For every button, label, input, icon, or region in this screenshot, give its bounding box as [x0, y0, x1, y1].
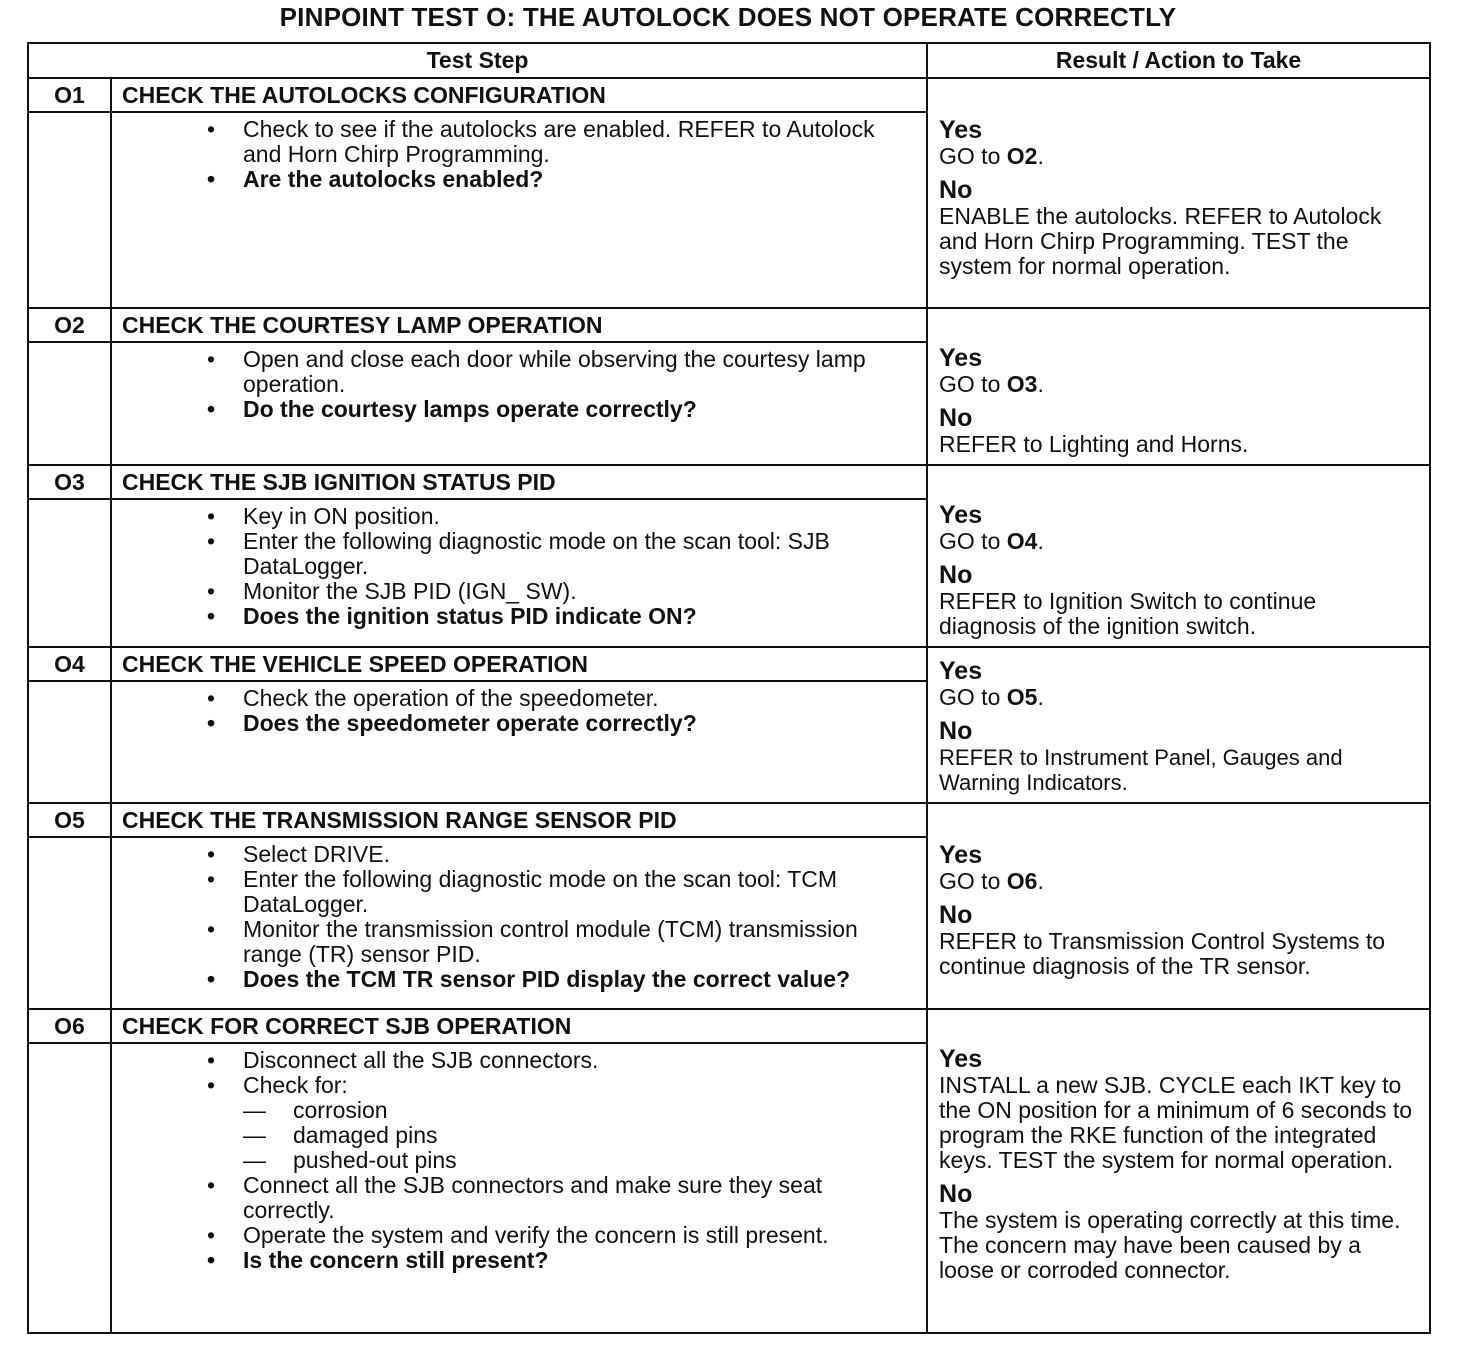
step-o3-heading-row — [28, 465, 1430, 499]
step-number: O2 — [28, 308, 111, 342]
step-number: O1 — [28, 78, 111, 112]
step-number: O5 — [28, 803, 111, 837]
step-o1-result — [927, 78, 1430, 308]
yes-action: GO to O5. — [939, 684, 1044, 710]
no-action: REFER to Ignition Switch to continue diagnosis of the ignition switch. — [939, 588, 1317, 639]
list-item: • Enter the following diagnostic mode on the scan tool: SJB DataLogger. — [112, 529, 918, 579]
question-item: • Are the autolocks enabled? — [112, 167, 918, 192]
question-item: • Is the concern still present? — [112, 1248, 918, 1273]
list-item: • Connect all the SJB connectors and make sure they seat correctly. — [112, 1173, 918, 1223]
list-item: • Check for: — corrosion — damaged pins — pushed-out pins — [112, 1073, 918, 1173]
yes-action: GO to O4. — [939, 528, 1044, 554]
list-item: • Monitor the transmission control module (TCM) transmission range (TR) sensor PID. — [112, 917, 918, 967]
yes-label: Yes — [939, 1045, 983, 1073]
goto-step-link[interactable]: O3 — [1006, 371, 1038, 397]
check-for-list — [243, 1098, 918, 1173]
no-label: No — [939, 717, 973, 745]
step-heading: CHECK THE COURTESY LAMP OPERATION — [111, 308, 927, 342]
step-o6-heading-row — [28, 1009, 1430, 1043]
list-item: • Select DRIVE. — [112, 842, 918, 867]
step-instructions — [111, 837, 927, 1009]
no-label: No — [939, 404, 973, 432]
yes-label: Yes — [939, 841, 983, 869]
goto-step-link[interactable]: O2 — [1006, 143, 1038, 169]
list-item: • Operate the system and verify the concern is still present. — [112, 1223, 918, 1248]
sub-list-item: — pushed-out pins — [243, 1148, 918, 1173]
step-o5-result — [927, 803, 1430, 1009]
no-action: REFER to Instrument Panel, Gauges and Warning Indicators. — [939, 745, 1343, 795]
step-heading: CHECK THE SJB IGNITION STATUS PID — [111, 465, 927, 499]
step-o4-heading-row — [28, 647, 1430, 681]
list-item: • Enter the following diagnostic mode on the scan tool: TCM DataLogger. — [112, 867, 918, 917]
goto-step-link[interactable]: O5 — [1006, 684, 1038, 710]
step-o4-result — [927, 647, 1430, 803]
no-label: No — [939, 901, 973, 929]
sub-list-item: — damaged pins — [243, 1123, 918, 1148]
question-item: • Does the speedometer operate correctly? — [112, 711, 918, 736]
step-o2-result — [927, 308, 1430, 465]
step-instructions — [111, 112, 927, 308]
goto-step-link[interactable]: O4 — [1006, 528, 1038, 554]
list-item: • Disconnect all the SJB connectors. — [112, 1048, 918, 1073]
list-item: • Monitor the SJB PID (IGN_ SW). — [112, 579, 918, 604]
no-action: The system is operating correctly at this time. The concern may have been caused by a loose or corroded connector. — [939, 1207, 1401, 1283]
step-number: O3 — [28, 465, 111, 499]
header-result: Result / Action to Take — [927, 43, 1430, 78]
step-number: O4 — [28, 647, 111, 681]
question-item: • Does the TCM TR sensor PID display the correct value? — [112, 967, 918, 992]
sub-list-item: — corrosion — [243, 1098, 918, 1123]
step-number: O6 — [28, 1009, 111, 1043]
yes-action: INSTALL a new SJB. CYCLE each IKT key to the ON position for a minimum of 6 seconds to program the RKE function of the integrated keys. TEST the system for normal operation. — [939, 1072, 1413, 1173]
step-o3-result — [927, 465, 1430, 647]
yes-action: GO to O6. — [939, 868, 1044, 894]
step-o2-heading-row — [28, 308, 1430, 342]
list-item: • Check the operation of the speedometer. — [112, 686, 918, 711]
step-instructions — [111, 499, 927, 647]
no-label: No — [939, 1180, 973, 1208]
pinpoint-test-table — [27, 42, 1431, 1334]
list-item: • Open and close each door while observing the courtesy lamp operation. — [112, 347, 918, 397]
step-heading: CHECK THE TRANSMISSION RANGE SENSOR PID — [111, 803, 927, 837]
table-header-row — [28, 43, 1430, 78]
step-instructions — [111, 1043, 927, 1333]
no-action: REFER to Transmission Control Systems to continue diagnosis of the TR sensor. — [939, 928, 1386, 979]
question-item: • Does the ignition status PID indicate ON? — [112, 604, 918, 629]
yes-label: Yes — [939, 344, 983, 372]
no-label: No — [939, 561, 973, 589]
list-item: • Check to see if the autolocks are enabled. REFER to Autolock and Horn Chirp Programming. — [112, 117, 918, 167]
yes-action: GO to O3. — [939, 371, 1044, 397]
step-heading: CHECK THE VEHICLE SPEED OPERATION — [111, 647, 927, 681]
goto-step-link[interactable]: O6 — [1006, 868, 1038, 894]
yes-action: GO to O2. — [939, 143, 1044, 169]
step-instructions — [111, 342, 927, 465]
list-item: • Key in ON position. — [112, 504, 918, 529]
step-o5-heading-row — [28, 803, 1430, 837]
step-instructions — [111, 681, 927, 803]
step-o6-result — [927, 1009, 1430, 1333]
no-label: No — [939, 176, 973, 204]
step-heading: CHECK THE AUTOLOCKS CONFIGURATION — [111, 78, 927, 112]
no-action: ENABLE the autolocks. REFER to Autolock and Horn Chirp Programming. TEST the system for normal operation. — [939, 203, 1382, 279]
page-title: PINPOINT TEST O: THE AUTOLOCK DOES NOT OPERATE CORRECTLY — [279, 2, 1177, 32]
yes-label: Yes — [939, 657, 983, 685]
yes-label: Yes — [939, 116, 983, 144]
yes-label: Yes — [939, 501, 983, 529]
question-item: • Do the courtesy lamps operate correctly? — [112, 397, 918, 422]
step-heading: CHECK FOR CORRECT SJB OPERATION — [111, 1009, 927, 1043]
step-o1-heading-row — [28, 78, 1430, 112]
header-test-step: Test Step — [28, 43, 927, 78]
no-action: REFER to Lighting and Horns. — [939, 431, 1249, 457]
